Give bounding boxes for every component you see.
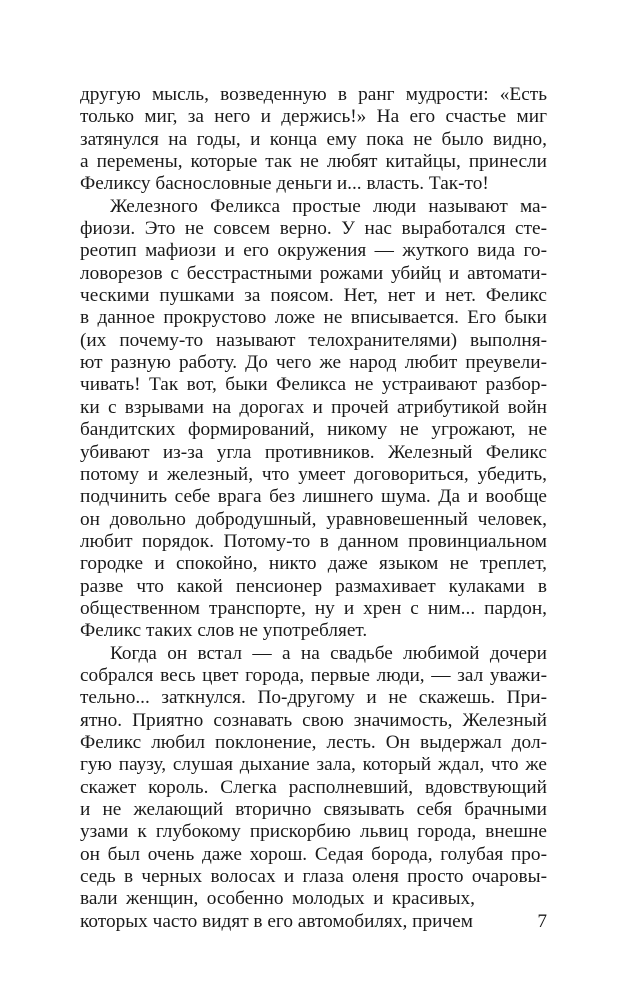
text-line: он был очень даже хорош. Седая борода, голубая про- bbox=[80, 843, 547, 865]
text-line: только миг, за него и держись!» На его счастье миг bbox=[80, 106, 547, 128]
text-line: подчинить себе врага без лишнего шума. Да и вообще bbox=[80, 486, 547, 508]
text-line: разве что какой пенсионер размахивает кулаками в bbox=[80, 575, 547, 597]
text-line: а перемены, которые так не любят китайцы, принесли bbox=[80, 151, 547, 173]
text-line: ют разную работу. До чего же народ любит преувели- bbox=[80, 352, 547, 374]
text-line: бандитских формирований, никому не угрожают, не bbox=[80, 419, 547, 441]
text-line: другую мысль, возведенную в ранг мудрости: «Есть bbox=[80, 84, 547, 105]
text-line: и не желающий вторично связывать себя брачными bbox=[80, 799, 547, 820]
text-line: Железного Феликса простые люди называют ма- bbox=[110, 195, 547, 217]
text-line: убивают из-за угла противников. Железный Феликс bbox=[80, 441, 547, 463]
text-line: общественном транспорте, ну и хрен с ним... пардон, bbox=[80, 597, 547, 619]
text-line: любит порядок. Потому-то в данном провинциальном bbox=[80, 530, 547, 552]
page-body-text bbox=[80, 84, 547, 933]
text-line: в данное прокрустово ложе не вписывается. Его быки bbox=[80, 307, 547, 329]
text-line: собрался весь цвет города, первые люди, — зал уважи- bbox=[80, 664, 547, 686]
text-line: узами к глубокому прискорбию львиц города, внешне bbox=[80, 821, 547, 843]
text-line: потому и железный, что умеет договориться, убедить, bbox=[80, 463, 547, 485]
text-line: вали женщин, особенно молодых и красивых, bbox=[80, 888, 475, 910]
text-line: скажет король. Слегка располневший, вдовствующий bbox=[80, 776, 547, 798]
text-line: затянулся на годы, и конца ему пока не было видно, bbox=[80, 128, 547, 150]
text-line: фиози. Это не совсем верно. У нас выработался сте- bbox=[80, 218, 547, 240]
text-line: Феликс любил поклонение, лесть. Он выдержал дол- bbox=[80, 731, 547, 753]
text-line: ловорезов с бесстрастными рожами убийц и автомати- bbox=[80, 262, 547, 284]
text-line: ятно. Приятно сознавать свою значимость, Железный bbox=[80, 709, 547, 731]
text-line: чивать! Так вот, быки Феликса не устраивают разбор- bbox=[80, 374, 547, 396]
text-line: Феликс таких слов не употребляет. bbox=[80, 620, 368, 642]
page-number: 7 bbox=[537, 910, 547, 932]
text-line: тельно... заткнулся. По-другому и не скажешь. При- bbox=[80, 687, 547, 709]
text-line: Феликсу баснословные деньги и... власть. Так-то! bbox=[80, 173, 489, 195]
text-line: ки с взрывами на дорогах и прочей атрибутикой войн bbox=[80, 396, 547, 418]
last-text-line-row bbox=[80, 911, 547, 933]
text-line: седь в черных волосах и глаза оленя просто очаровы- bbox=[80, 866, 547, 888]
text-line: которых часто видят в его автомобилях, причем bbox=[80, 910, 473, 932]
text-line: городке и спокойно, никто даже языком не треплет, bbox=[80, 553, 547, 575]
text-line: Когда он встал — а на свадьбе любимой дочери bbox=[110, 642, 547, 664]
text-line: ческими пушками за поясом. Нет, нет и нет. Феликс bbox=[80, 285, 547, 307]
text-line: (их почему-то называют телохранителями) выполня- bbox=[80, 329, 547, 351]
text-line: реотип мафиози и его окружения — жуткого вида го- bbox=[80, 240, 547, 262]
text-line: гую паузу, слушая дыхание зала, который ждал, что же bbox=[80, 754, 547, 776]
text-line: он довольно добродушный, уравновешенный человек, bbox=[80, 508, 547, 530]
